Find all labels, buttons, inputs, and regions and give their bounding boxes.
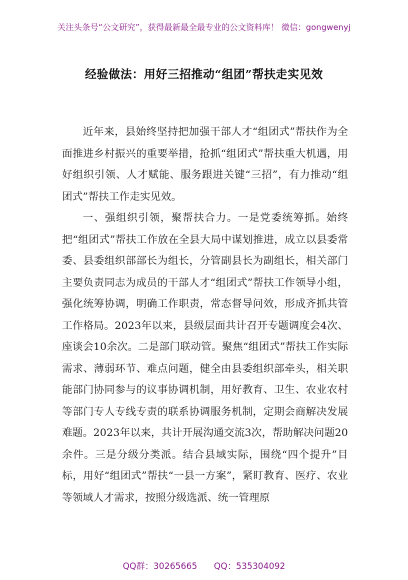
footer-contact (0, 560, 408, 572)
header-banner: 关注头条号“公文研究”，获得最新最全最专业的公文资料库！ 微信：gongwenyj (57, 22, 351, 32)
paragraph-intro: 近年来，县始终坚持把加强干部人才“组团式”帮扶作为全面推进乡村振兴的重要举措，抢抓“组团式”帮扶重大机遇，用好组织引领、人才赋能、服务跟进关键“三招”，有力推动“组团式”帮扶工作走实见效。 (62, 126, 348, 203)
footer-qq-group: QQ群：30265665 (122, 562, 198, 572)
document-title: 经验做法：用好三招推动“组团”帮扶走实见效 (84, 67, 324, 81)
paragraph-section-one: 一、强组织引领，聚帮扶合力。一是党委统筹抓。始终把“组团式”帮扶工作放在全县大局中谋划推进，成立以县委常委、县委组织部部长为组长，分管副县长为副组长，相关部门主要负责同志为成员的干部人才“组团式”帮扶工作领导小组，强化统筹协调，明确工作职责，常态督导问效，形成齐抓共管工作格局。2023年以来，县级层面共计召开专题调度会4次、座谈会10余次。二是部门联动管。聚焦“组团式”帮扶工作实际需求、薄弱环节、难点问题，健全由县委组织部牵头，相关职能部门协同参与的议事协调机制，用好教育、卫生、农业农村等部门专人专线专责的联系协调服务机制，定期会商解决发展难题。2023年以来，共计开展沟通交流3次，帮助解决问题20余件。三是分级分类派。结合县域实际，围绕“四个提升”目标，用好“组团式”帮扶“一县一方案”，紧盯教育、医疗、农业等领域人才需求，按照分级选派、统一管理原 (62, 212, 348, 504)
footer-qq: QQ：535304092 (213, 562, 286, 572)
document-body (62, 122, 348, 509)
